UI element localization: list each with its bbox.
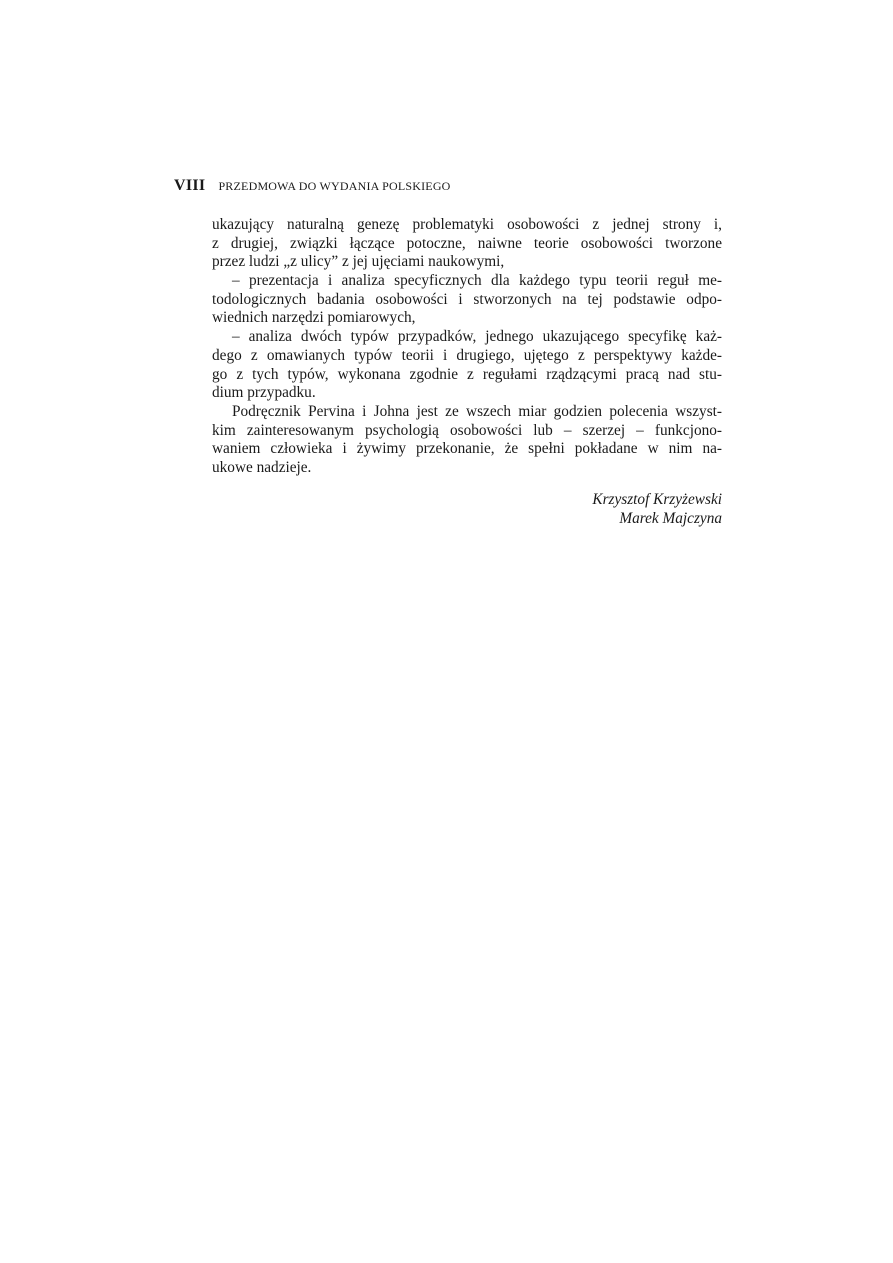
paragraph-first-line: Podręcznik Pervina i Johna jest ze wszech miar godzien polecenia wszyst- — [232, 402, 722, 420]
text-line: todologicznych badania osobowości i stworzonych na tej podstawie odpo- — [212, 290, 722, 308]
section-title: PRZEDMOWA DO WYDANIA POLSKIEGO — [218, 179, 451, 193]
text-line: dego z omawianych typów teorii i drugiego, ujętego z perspektywy każde- — [212, 346, 722, 364]
signature-author-1: Krzysztof Krzyżewski — [592, 491, 722, 508]
page-number: VIII — [174, 177, 206, 194]
text-line: go z tych typów, wykonana zgodnie z regułami rządzącymi pracą nad stu- — [212, 365, 722, 383]
signatures — [440, 490, 722, 528]
text-line: przez ludzi „z ulicy” z jej ujęciami naukowymi, — [212, 253, 505, 271]
body-text — [212, 216, 722, 478]
running-head — [174, 177, 734, 195]
text-line: z drugiej, związki łączące potoczne, naiwne teorie osobowości tworzone — [212, 234, 722, 252]
list-item-line: – prezentacja i analiza specyficznych dla każdego typu teorii reguł me- — [232, 272, 722, 290]
text-line: wiednich narzędzi pomiarowych, — [212, 309, 416, 327]
text-line: ukazujący naturalną genezę problematyki osobowości z jednej strony i, — [212, 216, 722, 233]
text-line: dium przypadku. — [212, 384, 316, 402]
text-line: kim zainteresowanym psychologią osobowości lub – szerzej – funkcjono- — [212, 421, 722, 439]
text-line: waniem człowieka i żywimy przekonanie, że spełni pokładane w nim na- — [212, 440, 722, 458]
signature-author-2: Marek Majczyna — [619, 510, 722, 527]
list-item-line: – analiza dwóch typów przypadków, jednego ukazującego specyfikę każ- — [232, 328, 722, 346]
text-line: ukowe nadzieje. — [212, 458, 312, 476]
